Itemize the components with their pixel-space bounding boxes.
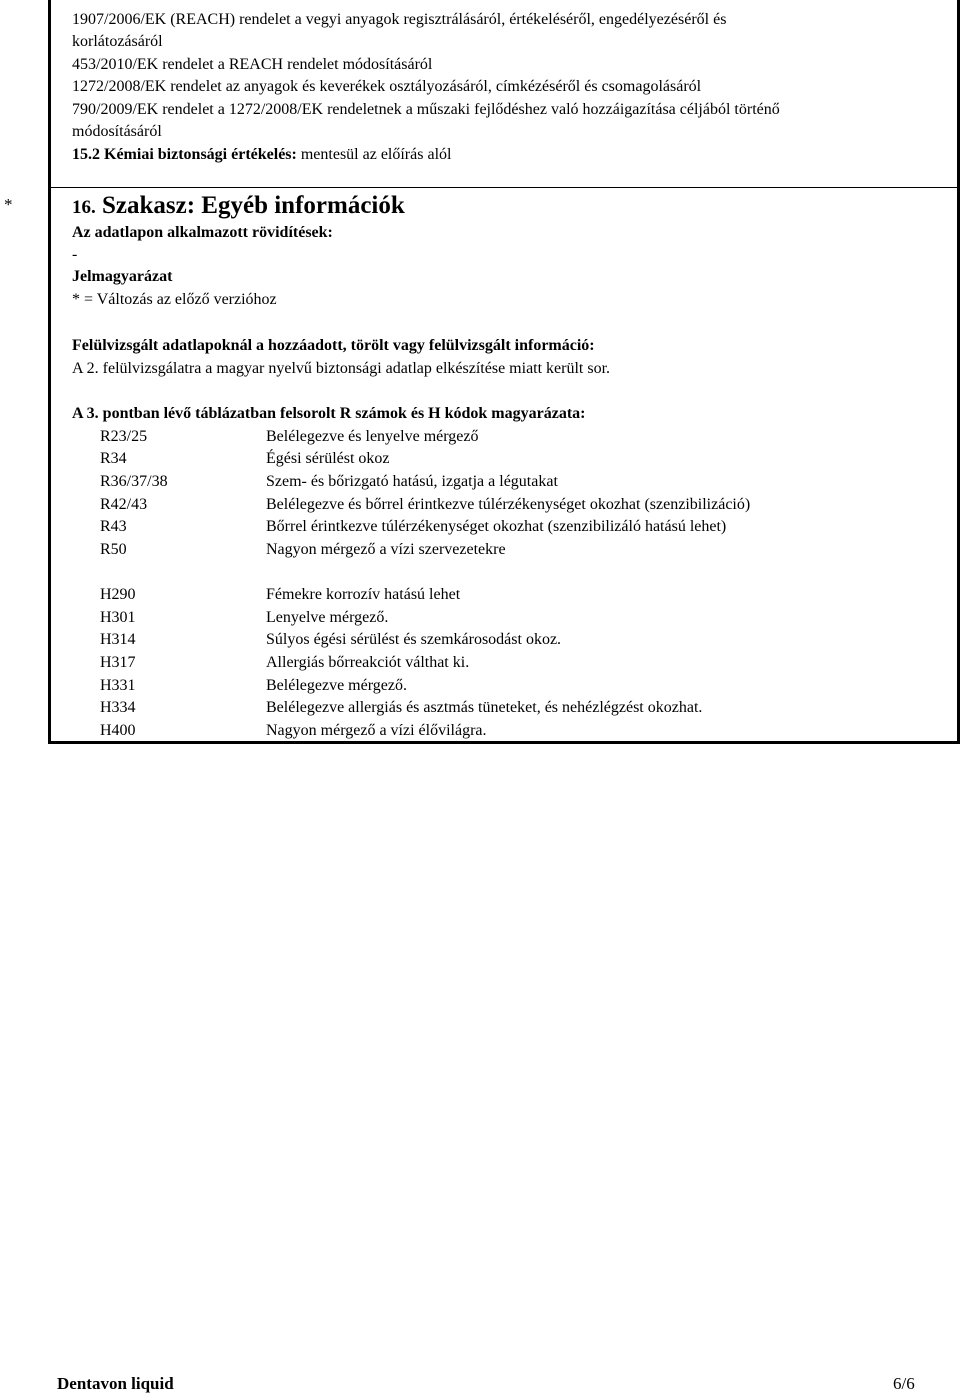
r-code: R42/43	[100, 496, 148, 513]
legend-value: * = Változás az előző verzióhoz	[72, 291, 277, 308]
codes-table-heading: A 3. pontban lévő táblázatban felsorolt R számok és H kódok magyarázata:	[72, 405, 586, 422]
section-divider	[51, 187, 957, 188]
h-code: H331	[100, 677, 136, 694]
regulation-line: módosításáról	[72, 123, 162, 140]
revised-info-value: A 2. felülvizsgálatra a magyar nyelvű biztonsági adatlap elkészítése miatt került sor.	[72, 360, 611, 377]
regulation-line: 453/2010/EK rendelet a REACH rendelet módosításáról	[72, 56, 433, 73]
h-code-description: Lenyelve mérgező.	[266, 609, 389, 626]
regulation-line: korlátozásáról	[72, 33, 163, 50]
r-code: R36/37/38	[100, 473, 168, 490]
h-code: H317	[100, 654, 136, 671]
h-code-description: Nagyon mérgező a vízi élővilágra.	[266, 722, 487, 739]
r-code-description: Nagyon mérgező a vízi szervezetekre	[266, 541, 506, 558]
r-code-description: Égési sérülést okoz	[266, 450, 390, 467]
r-code-description: Szem- és bőrizgató hatású, izgatja a légutakat	[266, 473, 558, 490]
r-code: R23/25	[100, 428, 148, 445]
h-code: H290	[100, 586, 136, 603]
chem-safety-value: mentesül az előírás alól	[296, 146, 452, 163]
r-code: R50	[100, 541, 127, 558]
h-code-description: Súlyos égési sérülést és szemkárosodást okoz.	[266, 631, 562, 648]
h-code-description: Fémekre korrozív hatású lehet	[266, 586, 461, 603]
legend-heading: Jelmagyarázat	[72, 268, 173, 285]
r-code: R43	[100, 518, 127, 535]
h-code: H334	[100, 699, 136, 716]
r-code: R34	[100, 450, 127, 467]
change-marker: *	[4, 195, 13, 214]
r-code-description: Belélegezve és bőrrel érintkezve túlérzékenységet okozhat (szenzibilizáció)	[266, 496, 751, 513]
section-number: 16.	[72, 197, 96, 218]
regulation-line: 790/2009/EK rendelet a 1272/2008/EK rendeletnek a műszaki fejlődéshez való hozzáigazítása céljából történő	[72, 101, 780, 118]
h-code-description: Belélegezve mérgező.	[266, 677, 407, 694]
h-code: H400	[100, 722, 136, 739]
footer-product-name: Dentavon liquid	[57, 1374, 174, 1393]
h-code: H314	[100, 631, 136, 648]
revised-info-heading: Felülvizsgált adatlapoknál a hozzáadott, törölt vagy felülvizsgált információ:	[72, 337, 595, 354]
h-code: H301	[100, 609, 136, 626]
r-code-description: Bőrrel érintkezve túlérzékenységet okozhat (szenzibilizáló hatású lehet)	[266, 518, 727, 535]
h-code-description: Belélegezve allergiás és asztmás tüneteket, és nehézlégzést okozhat.	[266, 699, 703, 716]
footer-page-number: 6/6	[893, 1374, 915, 1393]
abbreviations-value: -	[72, 246, 78, 263]
h-code-description: Allergiás bőrreakciót válthat ki.	[266, 654, 470, 671]
r-code-description: Belélegezve és lenyelve mérgező	[266, 428, 479, 445]
regulation-line: 1907/2006/EK (REACH) rendelet a vegyi anyagok regisztrálásáról, értékeléséről, engedélyezéséről és	[72, 11, 727, 28]
section-title-text: Szakasz: Egyéb információk	[95, 192, 405, 219]
chem-safety-label: 15.2 Kémiai biztonsági értékelés:	[72, 146, 297, 163]
section-16-title	[72, 191, 405, 223]
regulation-line: 1272/2008/EK rendelet az anyagok és keverékek osztályozásáról, címkézéséről és csomagolásáról	[72, 78, 702, 95]
chem-safety-assessment	[72, 144, 451, 166]
abbreviations-heading: Az adatlapon alkalmazott rövidítések:	[72, 224, 333, 241]
